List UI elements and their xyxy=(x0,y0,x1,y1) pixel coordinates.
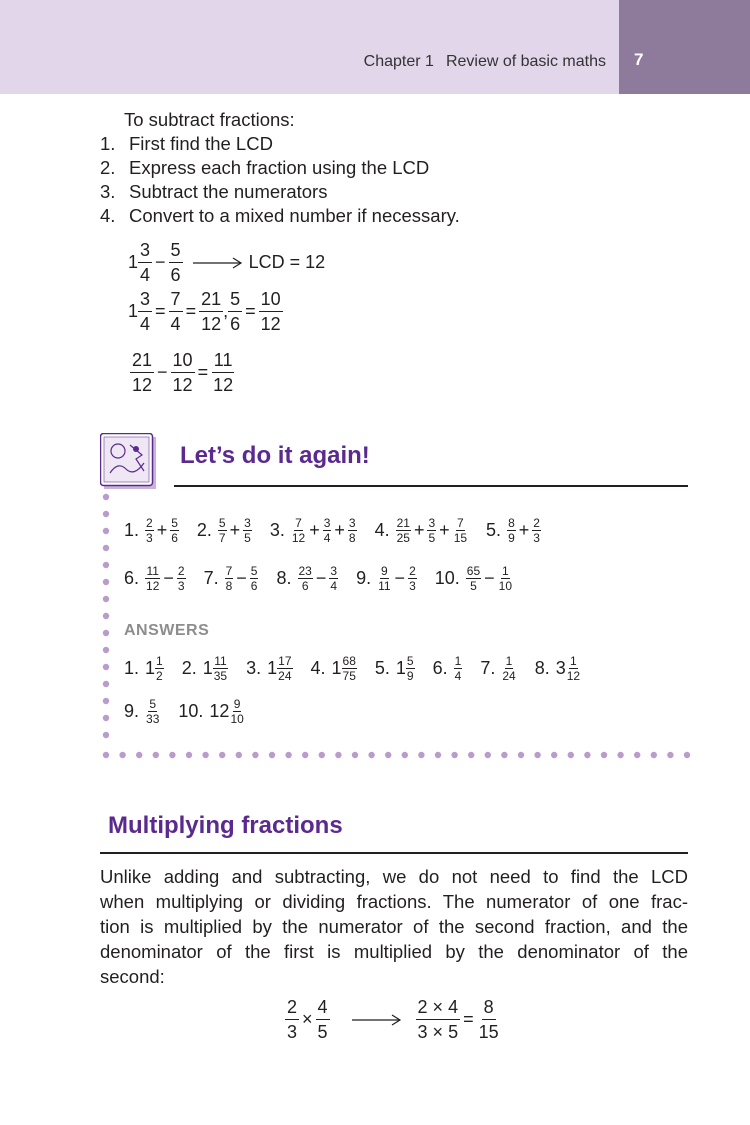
page-tab xyxy=(619,0,750,94)
answer-item: 5. 1 $\frac{5}{9}$ xyxy=(374,654,414,683)
dotted-border-left xyxy=(102,493,110,743)
example-line-3: $\frac{21}{12}$ − $\frac{10}{12}$ = $\frac{11}{12}$ xyxy=(132,350,234,395)
fraction: $\frac{3}{4}$ xyxy=(140,289,151,334)
fraction: $\frac{5}{6}$ xyxy=(170,240,181,285)
chapter-title: Review of basic maths xyxy=(445,53,606,70)
arrow-right-icon xyxy=(352,1013,402,1027)
list-item: 2. Express each fraction using the LCD xyxy=(100,157,430,178)
exercise-item: 8. $\frac{23}{6}$ − $\frac{3}{4}$ xyxy=(276,564,338,593)
exercise-row-1 xyxy=(124,516,559,545)
header-band xyxy=(0,0,619,94)
exercise-item: 4. $\frac{21}{25}$ + $\frac{3}{5}$ + $\frac{7}{15}$ xyxy=(374,516,468,545)
fraction: $\frac{7}{4}$ xyxy=(170,289,181,334)
fraction: $\frac{5}{6}$ xyxy=(230,289,241,334)
answers-heading: ANSWERS xyxy=(124,622,210,639)
example-line-2: 1 $\frac{3}{4}$ = $\frac{7}{4}$ = $\frac{21}{12}$ , $\frac{5}{6}$ = $\frac{10}{12}$ xyxy=(128,289,281,334)
section-paragraph: Unlike adding and subtracting, we do not need to find the LCD when multiplying or dividing fractions. The numerator of one frac- tion is multiplied by the numerator of the second fraction, and the denominator of the first is multiplied by the denominator of the second: xyxy=(100,866,688,987)
exercise-badge-icon xyxy=(100,433,157,490)
exercise-title: Let’s do it again! xyxy=(180,442,370,469)
list-item: 1. First find the LCD xyxy=(100,133,273,154)
exercise-item: 9. $\frac{9}{11}$ − $\frac{2}{3}$ xyxy=(356,564,416,593)
list-item: 4. Convert to a mixed number if necessary. xyxy=(100,205,460,226)
fraction: $\frac{4}{5}$ xyxy=(317,997,328,1042)
list-item: 3. Subtract the numerators xyxy=(100,181,328,202)
page-number: 7 xyxy=(634,50,644,69)
intro-text: To subtract fractions: xyxy=(124,109,295,130)
answers-row-1 xyxy=(124,654,599,683)
exercise-item: 10. $\frac{65}{5}$ − $\frac{1}{10}$ xyxy=(434,564,513,593)
answer-item: 3. 1 $\frac{17}{24}$ xyxy=(246,654,292,683)
fraction: $\frac{3}{4}$ xyxy=(140,240,151,285)
fraction: $\frac{10}{12}$ xyxy=(172,350,193,395)
dotted-border-bottom xyxy=(102,751,692,759)
section-title: Multiplying fractions xyxy=(108,812,343,839)
answer-item: 2. 1 $\frac{11}{35}$ xyxy=(181,654,228,683)
exercise-row-2 xyxy=(124,564,531,593)
answers-row-2 xyxy=(124,697,263,726)
exercise-item: 6. $\frac{11}{12}$ − $\frac{2}{3}$ xyxy=(124,564,185,593)
multiply-example: $\frac{2}{3}$ × $\frac{4}{5}$ $\frac{2 \times 4}{3 \times 5}$ = $\frac{8}{15}$ xyxy=(287,997,499,1042)
example-line-1: 1 $\frac{3}{4}$ − $\frac{5}{6}$ LCD = 12 xyxy=(128,240,326,285)
steps-list xyxy=(100,132,460,228)
exercise-item: 5. $\frac{8}{9}$ + $\frac{2}{3}$ xyxy=(486,516,540,545)
running-head xyxy=(364,53,606,71)
fraction: $\frac{10}{12}$ xyxy=(260,289,281,334)
answer-item: 1. 1 $\frac{1}{2}$ xyxy=(124,654,163,683)
fraction: $\frac{2 \times 4}{3 \times 5}$ xyxy=(417,997,459,1042)
exercise-rule xyxy=(174,485,688,487)
answer-item: 9. $\frac{5}{33}$ xyxy=(124,697,160,726)
fraction: $\frac{11}{12}$ xyxy=(213,350,234,395)
exercise-item: 7. $\frac{7}{8}$ − $\frac{5}{6}$ xyxy=(203,564,258,593)
arrow-right-icon xyxy=(193,256,243,270)
exercise-item: 2. $\frac{5}{7}$ + $\frac{3}{5}$ xyxy=(196,516,251,545)
chapter-label: Chapter 1 xyxy=(363,53,434,70)
fraction: $\frac{2}{3}$ xyxy=(287,997,298,1042)
fraction: $\frac{8}{15}$ xyxy=(478,997,499,1042)
exercise-item: 3. $\frac{7}{12}$ + $\frac{3}{4}$ + $\frac{3}{8}$ xyxy=(269,516,356,545)
fraction: $\frac{21}{12}$ xyxy=(201,289,222,334)
fraction: $\frac{21}{12}$ xyxy=(132,350,153,395)
exercise-item: 1. $\frac{2}{3}$ + $\frac{5}{6}$ xyxy=(124,516,178,545)
answer-item: 8. 3 $\frac{1}{12}$ xyxy=(534,654,581,683)
answer-item: 10. 12 $\frac{9}{10}$ xyxy=(178,697,244,726)
section-rule xyxy=(100,852,688,854)
answer-item: 4. 1 $\frac{68}{75}$ xyxy=(310,654,356,683)
answer-item: 7. $\frac{1}{24}$ xyxy=(480,654,516,683)
answer-item: 6. $\frac{1}{4}$ xyxy=(432,654,462,683)
